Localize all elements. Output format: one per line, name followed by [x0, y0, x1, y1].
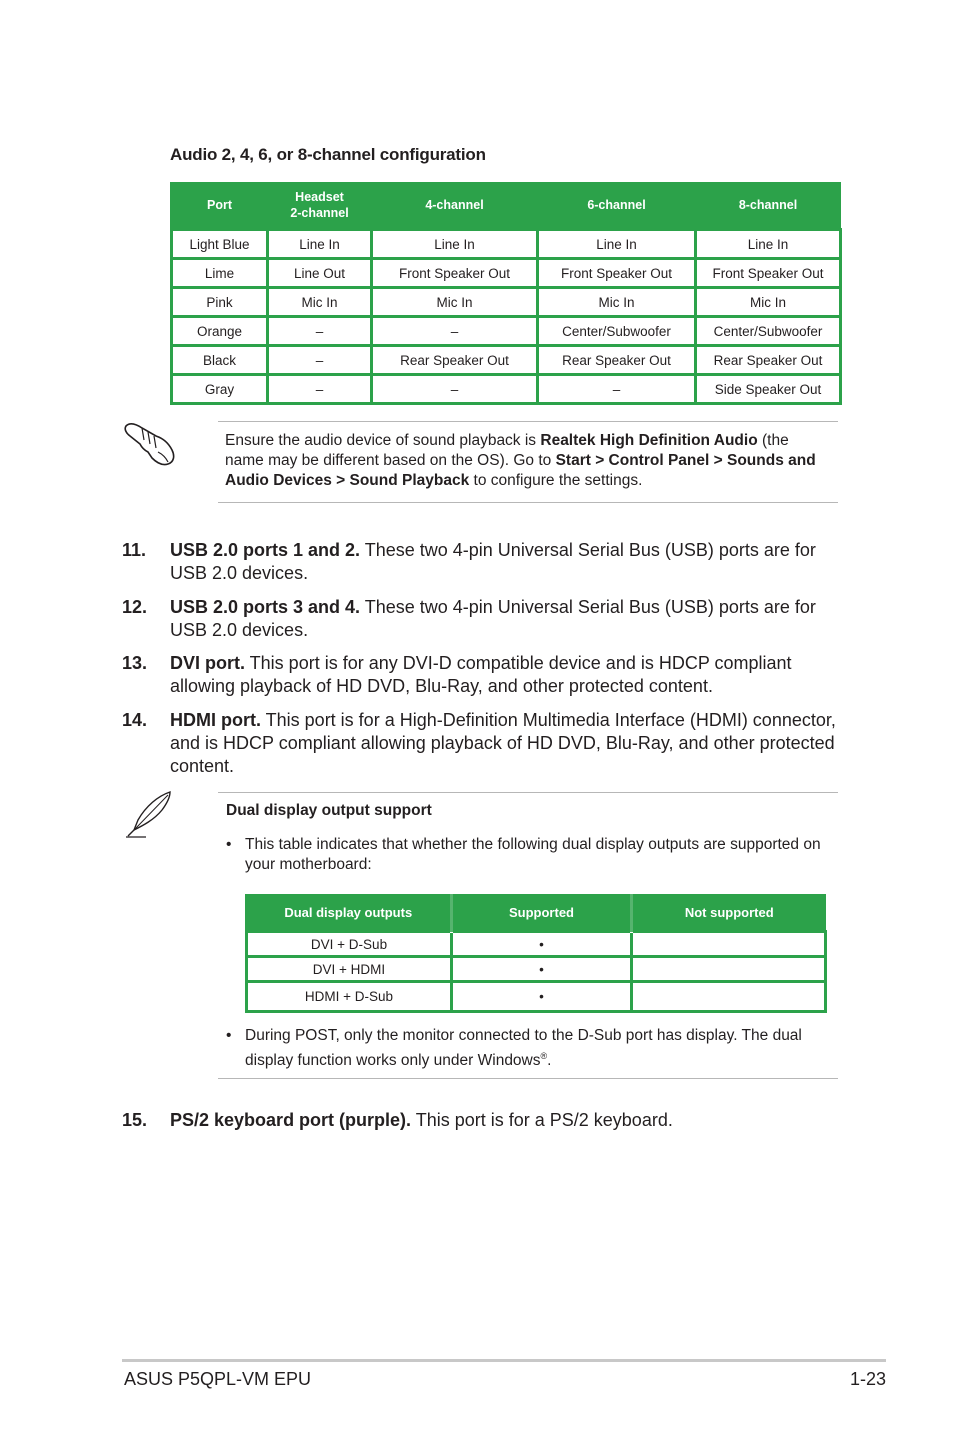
- table-row: [247, 932, 826, 957]
- item-lead: USB 2.0 ports 3 and 4.: [170, 597, 361, 617]
- table-cell: Lime: [172, 259, 268, 288]
- table-cell: HDMI + D-Sub: [247, 982, 452, 1012]
- caution-bold-2: Start > Control Panel > Sounds and Audio Devices > Sound Playback: [225, 452, 816, 489]
- bullet-dot: •: [226, 836, 232, 853]
- audio-table-header-row: [172, 182, 841, 230]
- table-row: [172, 317, 841, 346]
- table-cell: Rear Speaker Out: [538, 346, 696, 375]
- header-4ch: 4-channel: [372, 182, 538, 230]
- dual-note-top-rule: [218, 792, 838, 793]
- table-cell: Pink: [172, 288, 268, 317]
- dual-note-title: Dual display output support: [226, 802, 432, 819]
- item-lead: DVI port.: [170, 653, 245, 673]
- caution-note-text: [225, 431, 830, 491]
- hand-caution-icon: [122, 418, 178, 468]
- table-cell: •: [452, 982, 632, 1012]
- table-cell: Line In: [696, 230, 841, 259]
- caution-text-3: to configure the settings.: [469, 472, 643, 489]
- table-cell: Line In: [372, 230, 538, 259]
- item-number: 11.: [122, 540, 147, 560]
- item-body: [170, 539, 842, 585]
- caution-note-top-rule: [218, 421, 838, 422]
- table-cell: •: [452, 932, 632, 957]
- table-cell: –: [372, 375, 538, 404]
- table-cell: Line Out: [268, 259, 372, 288]
- table-row: [172, 346, 841, 375]
- table-cell: Line In: [538, 230, 696, 259]
- item-text: This port is for a PS/2 keyboard.: [411, 1110, 673, 1130]
- table-cell: [632, 932, 826, 957]
- table-cell: DVI + D-Sub: [247, 932, 452, 957]
- header-6ch: 6-channel: [538, 182, 696, 230]
- footer-product-name: ASUS P5QPL-VM EPU: [124, 1369, 312, 1389]
- table-cell: Side Speaker Out: [696, 375, 841, 404]
- table-cell: –: [268, 346, 372, 375]
- feather-note-icon: [124, 790, 174, 840]
- item-text: This port is for any DVI-D compatible device and is HDCP compliant allowing playback of HD DVD, Blu-Ray, and other protected content.: [170, 653, 792, 696]
- footer-page-number: 1-23: [849, 1369, 886, 1389]
- item-number: 15.: [122, 1110, 148, 1130]
- table-cell: Front Speaker Out: [538, 259, 696, 288]
- dual-table-header-row: [247, 894, 826, 932]
- table-row: [172, 259, 841, 288]
- item-text: This port is for a High-Definition Multimedia Interface (HDMI) connector, and is HDCP compliant allowing playback of HD DVD, Blu-Ray, and other protected content.: [170, 710, 836, 776]
- audio-config-title: Audio 2, 4, 6, or 8-channel configuration: [170, 145, 486, 164]
- table-row: [172, 375, 841, 404]
- footer-rule: [122, 1359, 886, 1362]
- table-cell: Front Speaker Out: [696, 259, 841, 288]
- item-body: [170, 596, 842, 642]
- table-cell: Center/Subwoofer: [538, 317, 696, 346]
- header-dual-outputs: Dual display outputs: [247, 894, 452, 932]
- table-cell: [632, 982, 826, 1012]
- item-body: [170, 1109, 842, 1132]
- dual-display-table: [245, 894, 824, 1013]
- table-cell: Gray: [172, 375, 268, 404]
- header-headset: Headset 2-channel: [268, 182, 372, 230]
- table-cell: Rear Speaker Out: [696, 346, 841, 375]
- table-cell: Orange: [172, 317, 268, 346]
- table-cell: –: [268, 375, 372, 404]
- table-cell: Rear Speaker Out: [372, 346, 538, 375]
- table-cell: Line In: [268, 230, 372, 259]
- header-supported: Supported: [452, 894, 632, 932]
- caution-bold-1: Realtek High Definition Audio: [540, 432, 758, 449]
- table-row: [247, 982, 826, 1012]
- registered-mark: ®: [540, 1051, 548, 1061]
- item-lead: HDMI port.: [170, 710, 261, 730]
- table-cell: •: [452, 957, 632, 982]
- item-text: These two 4-pin Universal Serial Bus (USB) ports are for USB 2.0 devices.: [170, 597, 816, 640]
- table-cell: Black: [172, 346, 268, 375]
- bullet-2-text: During POST, only the monitor connected to the D-Sub port has display. The dual display function works only under Windows: [245, 1027, 802, 1070]
- table-cell: –: [372, 317, 538, 346]
- header-8ch: 8-channel: [696, 182, 841, 230]
- item-body: [170, 709, 842, 778]
- table-cell: Front Speaker Out: [372, 259, 538, 288]
- table-cell: –: [268, 317, 372, 346]
- table-row: [172, 288, 841, 317]
- dual-note-bottom-rule: [218, 1078, 838, 1079]
- table-row: [247, 957, 826, 982]
- item-number: 14.: [122, 710, 148, 730]
- caution-text-2: (the name may be different based on the OS). Go to: [225, 432, 789, 469]
- item-lead: PS/2 keyboard port (purple).: [170, 1110, 412, 1130]
- dual-note-bullet-2: [245, 1026, 825, 1071]
- audio-config-table: [170, 182, 839, 400]
- table-cell: Mic In: [372, 288, 538, 317]
- caution-text-1: Ensure the audio device of sound playback is: [225, 432, 541, 449]
- table-cell: Light Blue: [172, 230, 268, 259]
- item-text: These two 4-pin Universal Serial Bus (USB) ports are for USB 2.0 devices.: [170, 540, 816, 583]
- table-cell: Mic In: [696, 288, 841, 317]
- item-body: [170, 652, 842, 698]
- caution-note-bottom-rule: [218, 502, 838, 503]
- header-port: Port: [172, 182, 268, 230]
- table-cell: DVI + HDMI: [247, 957, 452, 982]
- table-row: [172, 230, 841, 259]
- item-number: 13.: [122, 653, 148, 673]
- item-lead: USB 2.0 ports 1 and 2.: [170, 540, 361, 560]
- item-number: 12.: [122, 597, 148, 617]
- table-cell: Mic In: [268, 288, 372, 317]
- table-cell: [632, 957, 826, 982]
- header-not-supported: Not supported: [632, 894, 826, 932]
- table-cell: Center/Subwoofer: [696, 317, 841, 346]
- table-cell: Mic In: [538, 288, 696, 317]
- table-cell: –: [538, 375, 696, 404]
- dual-note-bullet-1: This table indicates that whether the following dual display outputs are supported on your motherboard:: [245, 836, 821, 873]
- bullet-dot: •: [226, 1027, 232, 1044]
- bullet-2-end: .: [547, 1052, 552, 1070]
